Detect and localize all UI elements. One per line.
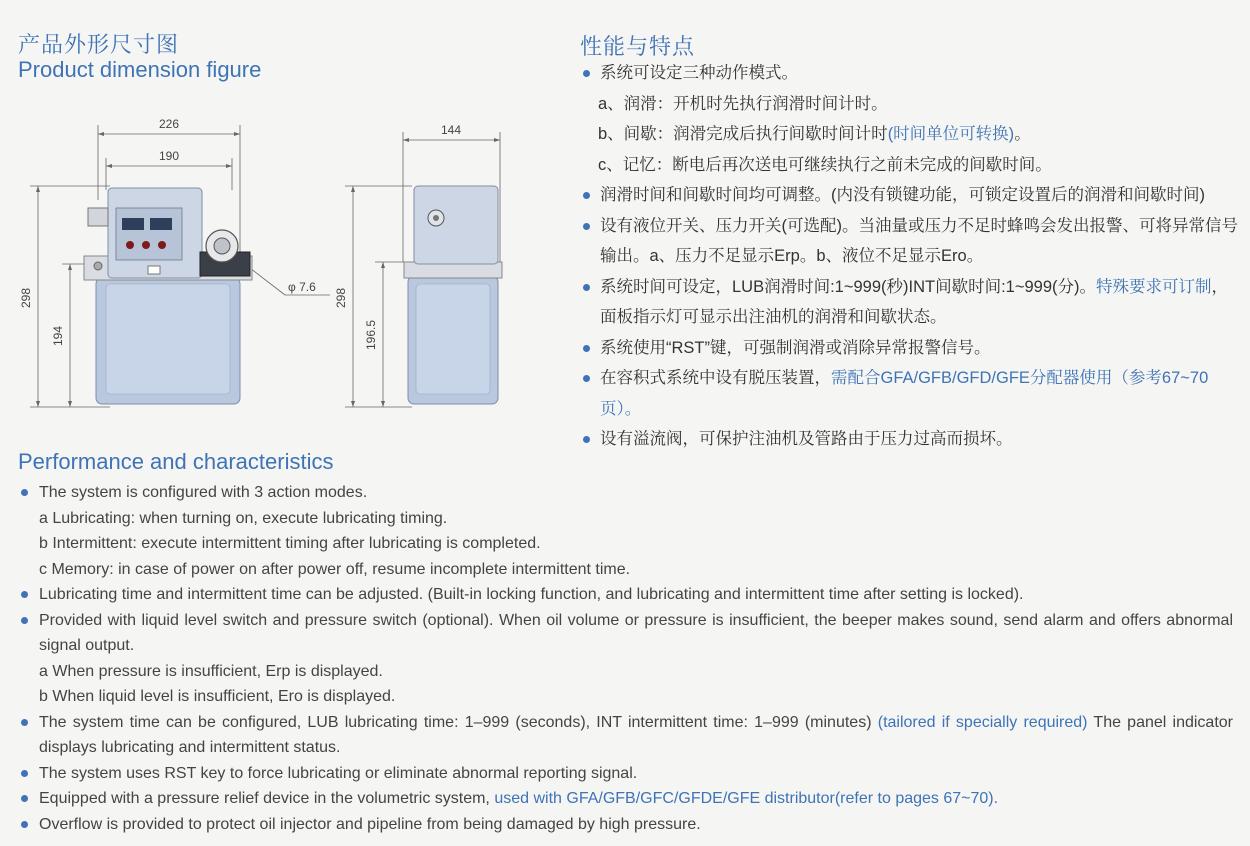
- bullet-icon: [583, 70, 590, 77]
- list-item: a Lubricating: when turning on, execute lubricating timing.: [39, 509, 448, 527]
- performance-title-en: Performance and characteristics: [18, 449, 334, 474]
- dimension-drawing: [10, 110, 530, 430]
- bullet-icon: [583, 345, 590, 352]
- list-item: 系统可设定三种动作模式。: [580, 58, 1240, 89]
- front-view: [84, 188, 252, 404]
- list-item: Overflow is provided to protect oil injector and pipeline from being damaged by high pressure.: [18, 812, 1233, 838]
- bullet-icon: [21, 489, 28, 496]
- list-item: Equipped with a pressure relief device in the volumetric system, used with GFA/GFB/GFC/GFDE/GFE distributor(refer to pages 67~70).: [18, 786, 1233, 812]
- performance-list-en: [18, 480, 1233, 837]
- list-item: b Intermittent: execute intermittent timing after lubricating is completed.: [39, 535, 541, 552]
- bullet-icon: [583, 436, 590, 443]
- list-item: a When pressure is insufficient, Erp is displayed.: [39, 662, 383, 680]
- list-item: 设有液位开关、压力开关(可选配)。当油量或压力不足时蜂鸣会发出报警、可将异常信号输出。a、压力不足显示Erp。b、液位不足显示Ero。: [580, 211, 1240, 272]
- front-hole-label: φ 7.6: [288, 280, 316, 294]
- side-height-lower-label: 196.5: [364, 319, 378, 351]
- list-item: The system is configured with 3 action modes.: [18, 480, 1233, 506]
- performance-list-cn: [580, 58, 1240, 455]
- list-item: 润滑时间和间歇时间均可调整。(内没有锁键功能，可锁定设置后的润滑和间歇时间): [580, 180, 1240, 211]
- dimension-title-cn: 产品外形尺寸图: [18, 32, 180, 57]
- list-item: c Memory: in case of power on after power off, resume incomplete intermittent time.: [39, 560, 631, 578]
- list-item: c、记忆：断电后再次送电可继续执行之前未完成的间歇时间。: [598, 155, 1052, 174]
- list-item: b、间歇：润滑完成后执行间歇时间计时(时间单位可转换)。: [598, 125, 1031, 143]
- list-item: The system time can be configured, LUB lubricating time: 1–999 (seconds), INT intermittent time: 1–999 (minutes) (tailored if specially required) The panel indicator displays lubricating and intermittent status.: [18, 710, 1233, 761]
- list-item: 在容积式系统中设有脱压装置，需配合GFA/GFB/GFD/GFE分配器使用（参考67~70页）。: [580, 363, 1240, 424]
- bullet-icon: [583, 284, 590, 291]
- list-item: 系统时间可设定，LUB润滑时间:1~999(秒)INT间歇时间:1~999(分)。特殊要求可订制，面板指示灯可显示出注油机的润滑和间歇状态。: [580, 272, 1240, 333]
- performance-title-cn: 性能与特点: [580, 34, 696, 59]
- list-item: 设有溢流阀，可保护注油机及管路由于压力过高而损坏。: [580, 424, 1240, 455]
- bullet-icon: [21, 617, 28, 624]
- list-item: b When liquid level is insufficient, Ero is displayed.: [39, 688, 396, 705]
- side-view: [404, 186, 502, 404]
- bullet-icon: [21, 795, 28, 802]
- front-height-lower-label: 194: [51, 325, 65, 347]
- bullet-icon: [583, 375, 590, 382]
- bullet-icon: [583, 192, 590, 199]
- list-item: a、润滑：开机时先执行润滑时间计时。: [598, 94, 888, 113]
- list-item: The system uses RST key to force lubricating or eliminate abnormal reporting signal.: [18, 761, 1233, 787]
- bullet-icon: [21, 591, 28, 598]
- side-height-total-label: 298: [334, 287, 348, 309]
- bullet-icon: [21, 821, 28, 828]
- list-item: Lubricating time and intermittent time can be adjusted. (Built-in locking function, and lubricating and intermittent time after setting is locked).: [18, 582, 1233, 608]
- bullet-icon: [21, 770, 28, 777]
- dimension-title-en: Product dimension figure: [18, 57, 262, 82]
- front-height-total-label: 298: [19, 287, 33, 309]
- bullet-icon: [583, 223, 590, 230]
- list-item: 系统使用“RST”键，可强制润滑或消除异常报警信号。: [580, 333, 1240, 364]
- bullet-icon: [21, 719, 28, 726]
- front-width-inner-label: 190: [158, 149, 180, 163]
- side-depth-label: 144: [440, 123, 462, 137]
- list-item: Provided with liquid level switch and pressure switch (optional). When oil volume or pressure is insufficient, the beeper makes sound, send alarm and offers abnormal signal output.: [18, 608, 1233, 659]
- front-width-outer-label: 226: [158, 117, 180, 131]
